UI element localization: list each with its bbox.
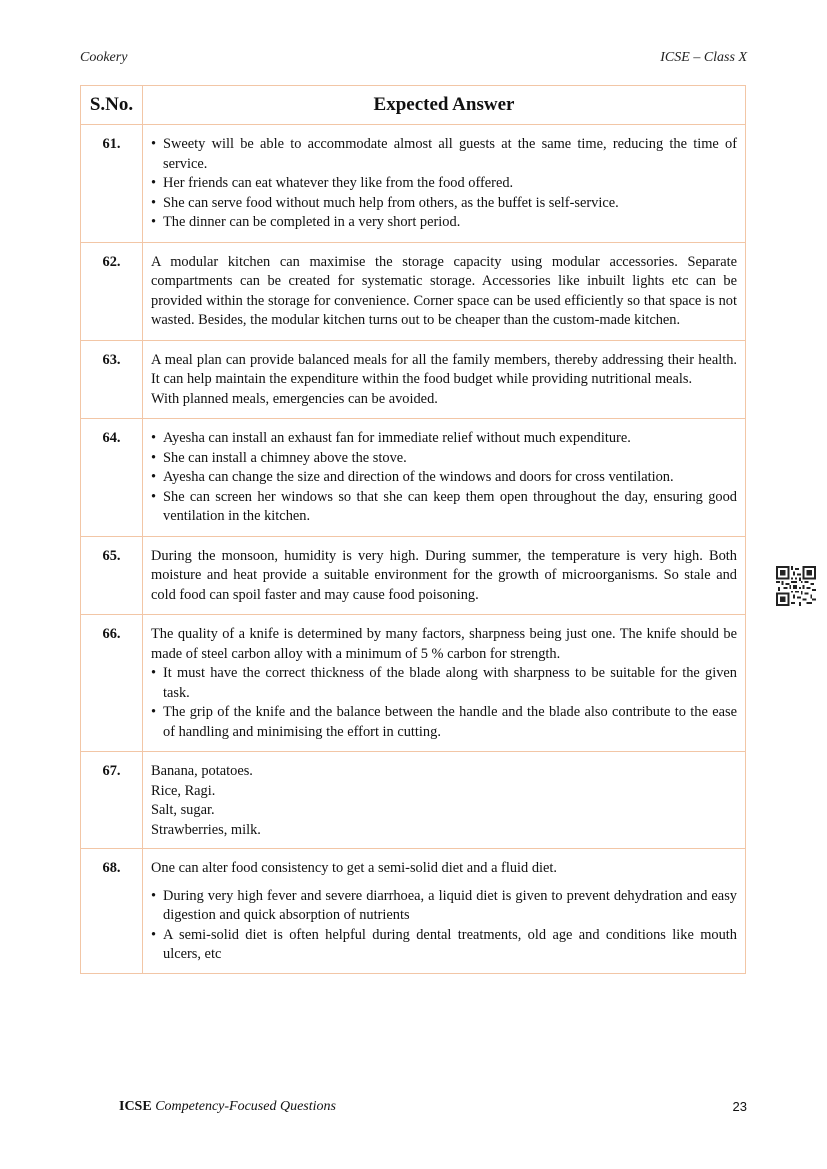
page-number: 23 — [732, 1099, 747, 1114]
bullet-item: • A semi-solid diet is often helpful during dental treatments, old age and conditions like mouth ulcers, etc — [151, 926, 737, 965]
answer-cell — [143, 419, 746, 537]
answer-table — [80, 85, 746, 974]
answer-paragraph: A meal plan can provide balanced meals for all the family members, thereby addressing their health. It can help maintain the expenditure within the food budget while providing nutritional meals. — [151, 351, 737, 387]
table-row — [81, 125, 746, 243]
table-row — [81, 615, 746, 752]
answer-paragraph: During the monsoon, humidity is very high. During summer, the temperature is very high. Both moisture and heat provide a suitable environment for the growth of microorganisms. So stale and cold food can spoil faster and may cause food poisoning. — [151, 547, 737, 603]
qr-code-icon — [776, 566, 816, 606]
bullet-item: • It must have the correct thickness of the blade along with sharpness to be suitable for the given task. — [151, 664, 737, 703]
answer-cell — [143, 752, 746, 849]
bullet-item: • She can screen her windows so that she can keep them open throughout the day, ensuring good ventilation in the kitchen. — [151, 488, 737, 527]
table-row — [81, 242, 746, 340]
footer-title — [119, 1099, 336, 1115]
answer-paragraph: A modular kitchen can maximise the storage capacity using modular accessories. Separate compartments can be created for systematic storage. Accessories like inbuilt lights etc can be provided within the storage for convenience. Corner space can be used efficiently so that space is not wasted. Besides, the modular kitchen turns out to be cheaper than the custom-made kitchen. — [151, 253, 737, 328]
bullet-item: • She can install a chimney above the stove. — [151, 449, 737, 469]
answer-paragraph: The quality of a knife is determined by many factors, sharpness being just one. The knife should be made of steel carbon alloy with a minimum of 5 % carbon for strength. — [151, 626, 737, 662]
header-class: ICSE – Class X — [660, 50, 747, 65]
table-row — [81, 849, 746, 974]
answer-cell — [143, 242, 746, 340]
answer-cell — [143, 125, 746, 243]
answer-paragraph: With planned meals, emergencies can be avoided. — [151, 390, 438, 407]
bullet-item: • She can serve food without much help from others, as the buffet is self-service. — [151, 194, 737, 214]
row-number: 68. — [81, 849, 143, 974]
row-number: 65. — [81, 536, 143, 615]
bullet-item: • Ayesha can change the size and direction of the windows and doors for cross ventilation. — [151, 468, 737, 488]
answer-paragraph: Banana, potatoes. — [151, 763, 253, 779]
bullet-item: • Sweety will be able to accommodate almost all guests at the same time, reducing the time of service. — [151, 135, 737, 174]
answer-cell — [143, 340, 746, 419]
bullet-item: • Her friends can eat whatever they like from the food offered. — [151, 174, 737, 194]
bullet-item: • The dinner can be completed in a very short period. — [151, 213, 737, 233]
row-number: 62. — [81, 242, 143, 340]
bullet-item: • During very high fever and severe diarrhoea, a liquid diet is given to prevent dehydration and easy digestion and quick absorption of nutrients — [151, 887, 737, 926]
table-row — [81, 752, 746, 849]
bullet-item: • Ayesha can install an exhaust fan for immediate relief without much expenditure. — [151, 429, 737, 449]
row-number: 66. — [81, 615, 143, 752]
answer-paragraph: One can alter food consistency to get a semi-solid diet and a fluid diet. — [151, 860, 558, 876]
row-number: 64. — [81, 419, 143, 537]
table-header-row — [81, 86, 746, 125]
table-row — [81, 536, 746, 615]
header-subject: Cookery — [80, 50, 128, 65]
row-number: 61. — [81, 125, 143, 243]
answer-paragraph: Salt, sugar. — [151, 802, 215, 818]
answer-cell — [143, 536, 746, 615]
answer-paragraph: Strawberries, milk. — [151, 821, 261, 838]
answer-cell — [143, 615, 746, 752]
answer-cell — [143, 849, 746, 974]
table-row — [81, 419, 746, 537]
footer-subtitle: Competency-Focused Questions — [155, 1099, 336, 1114]
answer-paragraph: Rice, Ragi. — [151, 782, 216, 799]
col-sno-header: S.No. — [81, 86, 143, 125]
row-number: 63. — [81, 340, 143, 419]
footer-brand: ICSE — [119, 1099, 152, 1114]
col-answer-header: Expected Answer — [143, 86, 746, 125]
bullet-item: • The grip of the knife and the balance between the handle and the blade also contribute to the ease of handling and minimising the effort in cutting. — [151, 703, 737, 742]
table-row — [81, 340, 746, 419]
row-number: 67. — [81, 752, 143, 849]
